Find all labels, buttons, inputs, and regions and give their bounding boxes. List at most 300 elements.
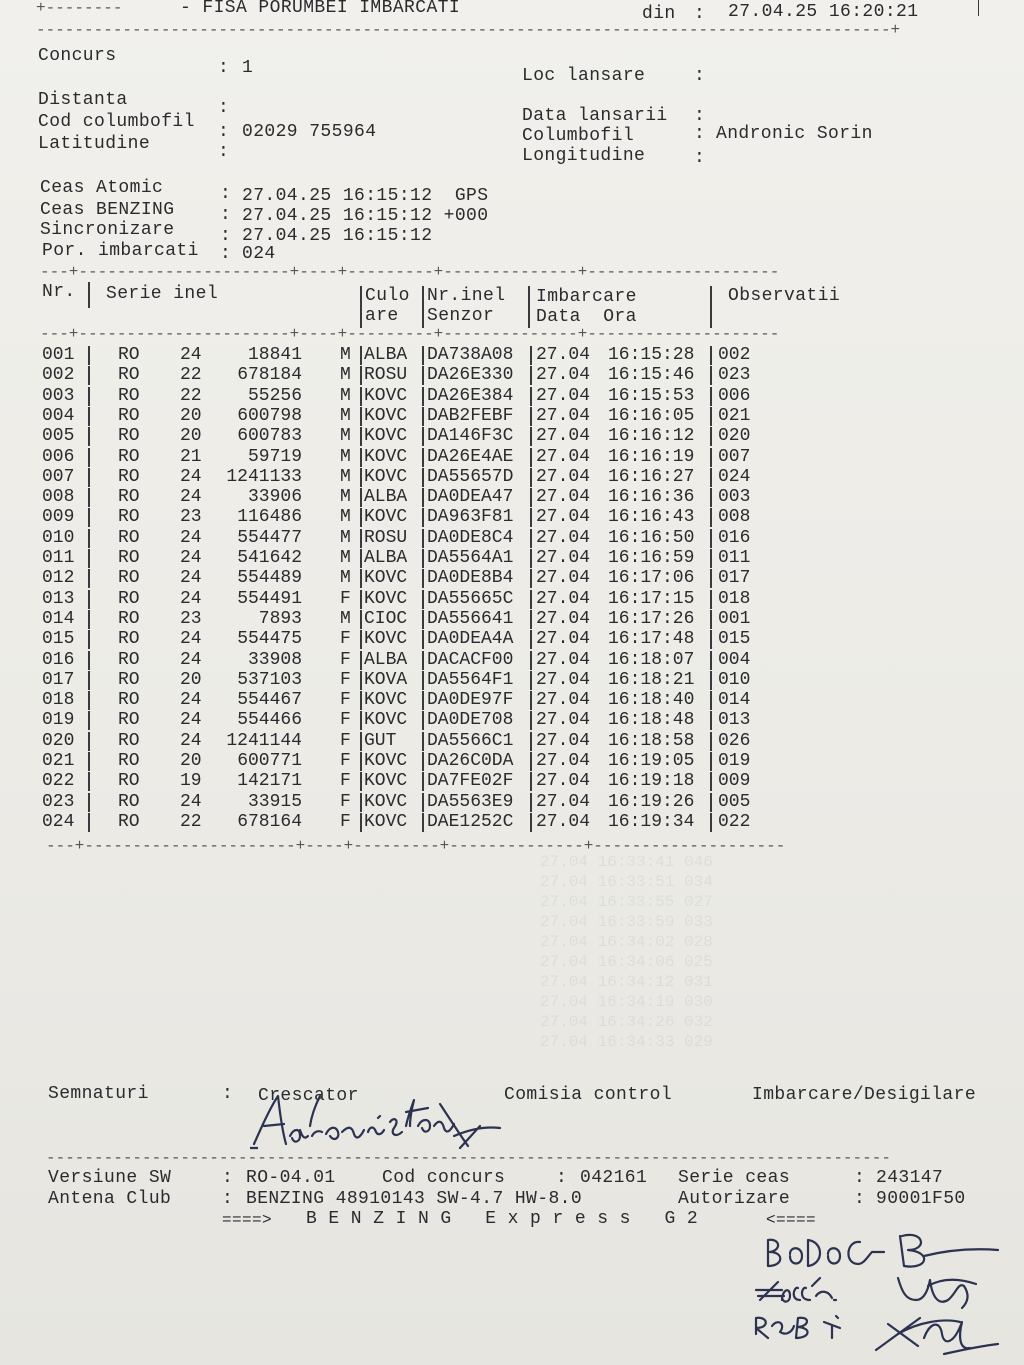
cell-obs: 010 <box>718 669 751 690</box>
cell-country: RO <box>118 568 140 589</box>
cell-ring: 7893 <box>258 608 302 629</box>
sincronizare-value: 27.04.25 16:15:12 <box>242 226 433 246</box>
cell-time: 16:17:48 <box>608 629 695 650</box>
table-row <box>0 487 1024 507</box>
column-separator <box>710 508 712 527</box>
col-header-nrinel-1: Nr.inel <box>427 286 506 306</box>
cell-time: 16:17:15 <box>608 588 695 609</box>
brand-left-arrow: ====> <box>222 1211 273 1229</box>
antena-label: Antena Club <box>48 1189 172 1209</box>
crescator-signature <box>244 1086 544 1158</box>
column-separator <box>422 407 424 426</box>
antena-value: BENZING 48910143 SW-4.7 HW-8.0 <box>246 1189 583 1209</box>
cell-sensor: DA7FE02F <box>427 771 514 792</box>
column-separator <box>360 346 362 365</box>
print-date-value: 27.04.25 16:20:21 <box>728 2 919 22</box>
cell-country: RO <box>118 649 140 670</box>
cell-country: RO <box>118 771 140 792</box>
cell-date: 27.04 <box>536 446 591 467</box>
column-separator <box>360 691 362 710</box>
autorizare-label: Autorizare <box>678 1189 791 1209</box>
cell-nr: 012 <box>42 568 75 589</box>
ceas-benzing-value: 27.04.25 16:15:12 +000 <box>242 206 489 226</box>
cell-sensor: DA0DE708 <box>427 710 514 731</box>
cell-year: 23 <box>180 507 202 528</box>
table-row <box>0 812 1024 832</box>
cell-time: 16:18:21 <box>608 669 695 690</box>
cell-sex: M <box>340 527 351 548</box>
cell-color: ALBA <box>364 649 408 670</box>
cell-year: 24 <box>180 649 202 670</box>
column-separator <box>88 448 90 467</box>
cell-sex: M <box>340 446 351 467</box>
imbarcare-label: Imbarcare/Desigilare <box>752 1085 977 1105</box>
column-separator <box>88 488 90 507</box>
cell-date: 27.04 <box>536 568 591 589</box>
svg-text:27.04 16:34:19 030: 27.04 16:34:19 030 <box>540 993 713 1011</box>
cell-color: ALBA <box>364 487 408 508</box>
column-separator <box>710 488 712 507</box>
column-separator <box>88 387 90 406</box>
cell-color: KOVC <box>364 690 408 711</box>
cell-date: 27.04 <box>536 690 591 711</box>
cell-obs: 002 <box>718 345 751 365</box>
cell-sex: F <box>340 751 351 771</box>
cell-time: 16:18:58 <box>608 730 695 751</box>
versiune-value: RO-04.01 <box>246 1168 336 1188</box>
cell-nr: 024 <box>42 811 75 832</box>
svg-text:27.04 16:34:06 025: 27.04 16:34:06 025 <box>540 953 713 971</box>
cell-country: RO <box>118 426 140 447</box>
column-separator <box>422 569 424 588</box>
cell-sensor: DACACF00 <box>427 649 514 670</box>
cell-nr: 018 <box>42 690 75 711</box>
column-separator <box>422 427 424 446</box>
footer-dashed-rule: ---------------------------------------------------------------------------------------- <box>46 1150 891 1166</box>
cell-color: KOVC <box>364 751 408 771</box>
concurs-value: 1 <box>242 58 254 78</box>
ceas-atomic-value: 27.04.25 16:15:12 GPS <box>242 186 489 206</box>
cell-obs: 009 <box>718 771 751 792</box>
committee-signatures <box>748 1226 1020 1362</box>
col-header-culoare-1: Culo <box>365 286 410 306</box>
column-separator <box>422 671 424 690</box>
cell-ring: 554477 <box>237 527 302 548</box>
cell-color: KOVC <box>364 385 408 406</box>
table-row <box>0 568 1024 588</box>
cell-sex: M <box>340 385 351 406</box>
cell-nr: 016 <box>42 649 75 670</box>
column-separator <box>530 549 532 568</box>
cell-sex: M <box>340 345 351 365</box>
cell-nr: 001 <box>42 345 75 365</box>
column-separator <box>360 448 362 467</box>
cell-ring: 59719 <box>247 446 302 467</box>
print-date-label: din <box>642 4 676 24</box>
cell-obs: 015 <box>718 629 751 650</box>
cell-ring: 541642 <box>237 548 302 568</box>
table-row <box>0 528 1024 548</box>
comisia-label: Comisia control <box>504 1085 673 1105</box>
cell-sex: M <box>340 426 351 447</box>
versiune-label: Versiune SW <box>48 1168 172 1188</box>
cod-concurs-label: Cod concurs <box>382 1168 506 1188</box>
column-separator <box>360 508 362 527</box>
cell-date: 27.04 <box>536 426 591 447</box>
table-row <box>0 731 1024 751</box>
column-separator <box>530 732 532 751</box>
cell-sensor: DA146F3C <box>427 426 514 447</box>
cell-color: KOVC <box>364 771 408 792</box>
semnaturi-label: Semnaturi <box>48 1084 149 1104</box>
cell-year: 24 <box>180 710 202 731</box>
cell-color: GUT <box>364 730 397 751</box>
svg-text:27.04 16:33:51 034: 27.04 16:33:51 034 <box>540 873 713 891</box>
col-header-imbarcare-2: Data Ora <box>536 307 637 327</box>
show-through-shadow <box>530 850 770 1070</box>
cell-color: ROSU <box>364 527 408 548</box>
cell-obs: 004 <box>718 649 751 670</box>
column-separator <box>88 549 90 568</box>
svg-text:27.04 16:34:33 029: 27.04 16:34:33 029 <box>540 1033 713 1051</box>
column-separator <box>360 427 362 446</box>
cell-obs: 006 <box>718 385 751 406</box>
cell-nr: 017 <box>42 669 75 690</box>
cell-date: 27.04 <box>536 771 591 792</box>
cell-country: RO <box>118 710 140 731</box>
cell-date: 27.04 <box>536 466 591 487</box>
cell-time: 16:16:43 <box>608 507 695 528</box>
column-separator <box>530 711 532 730</box>
col-header-nr: Nr. <box>42 282 76 302</box>
serie-ceas-value: 243147 <box>876 1168 944 1188</box>
cell-color: ROSU <box>364 365 408 386</box>
cell-year: 24 <box>180 588 202 609</box>
column-separator <box>422 711 424 730</box>
column-separator <box>710 772 712 791</box>
column-separator <box>710 529 712 548</box>
column-separator <box>88 772 90 791</box>
table-row <box>0 650 1024 670</box>
cell-obs: 021 <box>718 405 751 426</box>
col-header-imbarcare-1: Imbarcare <box>536 287 637 307</box>
cell-sex: M <box>340 548 351 568</box>
cod-concurs-value: 042161 <box>580 1168 648 1188</box>
column-separator <box>88 752 90 771</box>
column-separator <box>360 468 362 487</box>
cell-ring: 600771 <box>237 751 302 771</box>
cell-sex: F <box>340 771 351 792</box>
column-separator <box>360 630 362 649</box>
cell-nr: 009 <box>42 507 75 528</box>
column-separator <box>710 407 712 426</box>
column-separator <box>88 610 90 629</box>
cell-sex: F <box>340 669 351 690</box>
cell-color: KOVC <box>364 710 408 731</box>
column-separator <box>360 366 362 385</box>
column-separator <box>422 346 424 365</box>
cell-sensor: DA5564A1 <box>427 548 514 568</box>
column-separator <box>422 610 424 629</box>
cell-nr: 011 <box>42 548 75 568</box>
cell-sensor: DA5563E9 <box>427 791 514 812</box>
table-row <box>0 589 1024 609</box>
column-separator <box>530 468 532 487</box>
table-row <box>0 386 1024 406</box>
cell-time: 16:16:19 <box>608 446 695 467</box>
column-separator <box>422 590 424 609</box>
column-separator <box>88 427 90 446</box>
svg-text:27.04 16:34:26 032: 27.04 16:34:26 032 <box>540 1013 713 1031</box>
column-separator <box>710 711 712 730</box>
svg-text:27.04 16:33:59 033: 27.04 16:33:59 033 <box>540 913 713 931</box>
cell-obs: 011 <box>718 548 751 568</box>
cell-time: 16:15:46 <box>608 365 695 386</box>
cell-ring: 678164 <box>237 811 302 832</box>
ceas-benzing-label: Ceas BENZING <box>40 200 175 220</box>
cell-sex: M <box>340 608 351 629</box>
cell-date: 27.04 <box>536 507 591 528</box>
table-row <box>0 792 1024 812</box>
cell-sensor: DA55665C <box>427 588 514 609</box>
cell-date: 27.04 <box>536 811 591 832</box>
column-separator <box>530 793 532 812</box>
cell-country: RO <box>118 527 140 548</box>
sheet-title: - FISA PORUMBEI IMBARCATI <box>180 0 461 18</box>
cell-color: KOVA <box>364 669 408 690</box>
cell-date: 27.04 <box>536 345 591 365</box>
cell-color: KOVC <box>364 811 408 832</box>
table-row <box>0 710 1024 730</box>
cell-date: 27.04 <box>536 527 591 548</box>
brand-right-arrow: <==== <box>766 1211 817 1229</box>
table-row <box>0 690 1024 710</box>
column-separator <box>422 508 424 527</box>
column-separator <box>710 569 712 588</box>
table-row <box>0 345 1024 365</box>
cell-obs: 019 <box>718 751 751 771</box>
cell-year: 24 <box>180 345 202 365</box>
cell-nr: 014 <box>42 608 75 629</box>
cell-sensor: DA26E4AE <box>427 446 514 467</box>
svg-text:27.04 16:34:02 028: 27.04 16:34:02 028 <box>540 933 713 951</box>
column-separator <box>710 610 712 629</box>
cell-country: RO <box>118 365 140 386</box>
column-separator <box>360 590 362 609</box>
cell-color: KOVC <box>364 588 408 609</box>
cell-year: 24 <box>180 548 202 568</box>
column-separator <box>88 468 90 487</box>
column-separator <box>530 366 532 385</box>
cell-ring: 600798 <box>237 405 302 426</box>
cell-ring: 18841 <box>247 345 302 365</box>
serie-ceas-label: Serie ceas <box>678 1168 791 1188</box>
table-row <box>0 447 1024 467</box>
porumbei-imbarcati-label: Por. imbarcati <box>42 241 199 261</box>
cell-color: KOVC <box>364 791 408 812</box>
cell-sex: F <box>340 588 351 609</box>
cell-obs: 017 <box>718 568 751 589</box>
cell-sensor: DA26E384 <box>427 385 514 406</box>
column-separator <box>710 468 712 487</box>
cell-sensor: DA556641 <box>427 608 514 629</box>
svg-text:27.04 16:33:41 046: 27.04 16:33:41 046 <box>540 853 713 871</box>
cell-time: 16:15:53 <box>608 385 695 406</box>
column-separator <box>530 630 532 649</box>
column-separator <box>360 529 362 548</box>
svg-text:27.04 16:33:55 027: 27.04 16:33:55 027 <box>540 893 713 911</box>
cell-obs: 003 <box>718 487 751 508</box>
table-bottom-rule: ---+----------------------+----+---------+--------------+-------------------- <box>46 838 786 854</box>
column-separator <box>88 346 90 365</box>
table-row <box>0 548 1024 568</box>
cell-ring: 554489 <box>237 568 302 589</box>
table-row <box>0 609 1024 629</box>
cell-sex: M <box>340 405 351 426</box>
cell-year: 24 <box>180 487 202 508</box>
column-separator <box>88 529 90 548</box>
cell-sensor: DA26E330 <box>427 365 514 386</box>
cell-color: KOVC <box>364 629 408 650</box>
cell-country: RO <box>118 466 140 487</box>
cell-country: RO <box>118 507 140 528</box>
cell-date: 27.04 <box>536 669 591 690</box>
table-row <box>0 426 1024 446</box>
cell-time: 16:17:06 <box>608 568 695 589</box>
svg-text:27.04 16:34:12 031: 27.04 16:34:12 031 <box>540 973 713 991</box>
cell-nr: 002 <box>42 365 75 386</box>
ceas-atomic-label: Ceas Atomic <box>40 178 164 198</box>
cell-ring: 142171 <box>237 771 302 792</box>
cell-time: 16:19:34 <box>608 811 695 832</box>
cell-sensor: DA0DEA47 <box>427 487 514 508</box>
cell-ring: 55256 <box>247 385 302 406</box>
column-separator <box>422 529 424 548</box>
cell-obs: 013 <box>718 710 751 731</box>
column-separator <box>422 468 424 487</box>
column-separator <box>710 671 712 690</box>
cell-time: 16:18:07 <box>608 649 695 670</box>
cell-country: RO <box>118 690 140 711</box>
cell-date: 27.04 <box>536 405 591 426</box>
column-separator <box>360 651 362 670</box>
cell-time: 16:17:26 <box>608 608 695 629</box>
cell-sex: M <box>340 466 351 487</box>
cell-nr: 020 <box>42 730 75 751</box>
column-separator <box>530 448 532 467</box>
cell-ring: 33915 <box>247 791 302 812</box>
cell-nr: 003 <box>42 385 75 406</box>
cell-sex: M <box>340 365 351 386</box>
column-separator <box>360 752 362 771</box>
column-separator <box>530 508 532 527</box>
cell-obs: 020 <box>718 426 751 447</box>
column-separator <box>360 732 362 751</box>
cell-time: 16:16:05 <box>608 405 695 426</box>
concurs-label: Concurs <box>38 46 117 66</box>
cell-sensor: DAB2FEBF <box>427 405 514 426</box>
cell-sex: F <box>340 710 351 731</box>
columbofil-label: Columbofil <box>522 126 635 146</box>
cell-year: 20 <box>180 405 202 426</box>
column-separator <box>530 610 532 629</box>
cell-date: 27.04 <box>536 588 591 609</box>
cell-sensor: DA26C0DA <box>427 751 514 771</box>
cell-year: 24 <box>180 791 202 812</box>
column-separator <box>710 691 712 710</box>
cell-sensor: DA5564F1 <box>427 669 514 690</box>
cell-country: RO <box>118 751 140 771</box>
column-separator <box>360 488 362 507</box>
column-separator <box>360 407 362 426</box>
cell-ring: 678184 <box>237 365 302 386</box>
cell-time: 16:15:28 <box>608 345 695 365</box>
cell-nr: 021 <box>42 751 75 771</box>
column-separator <box>530 671 532 690</box>
cell-ring: 600783 <box>237 426 302 447</box>
table-header-rule: ---+----------------------+----+---------+--------------+-------------------- <box>40 326 780 342</box>
cell-time: 16:19:18 <box>608 771 695 792</box>
cell-date: 27.04 <box>536 548 591 568</box>
cell-obs: 008 <box>718 507 751 528</box>
cell-date: 27.04 <box>536 385 591 406</box>
cell-sex: F <box>340 791 351 812</box>
column-separator <box>88 590 90 609</box>
cell-year: 24 <box>180 568 202 589</box>
cell-country: RO <box>118 588 140 609</box>
table-row <box>0 406 1024 426</box>
cell-country: RO <box>118 548 140 568</box>
cell-year: 24 <box>180 629 202 650</box>
cell-ring: 537103 <box>237 669 302 690</box>
column-separator <box>360 772 362 791</box>
crescator-label: Crescator <box>258 1086 359 1106</box>
cell-ring: 33906 <box>247 487 302 508</box>
cell-obs: 026 <box>718 730 751 751</box>
column-separator <box>422 488 424 507</box>
cell-country: RO <box>118 608 140 629</box>
cell-obs: 014 <box>718 690 751 711</box>
column-separator <box>88 813 90 832</box>
column-separator <box>422 387 424 406</box>
column-separator <box>360 549 362 568</box>
cell-color: KOVC <box>364 568 408 589</box>
cell-time: 16:18:40 <box>608 690 695 711</box>
column-separator <box>360 671 362 690</box>
cell-color: CIOC <box>364 608 408 629</box>
header-edge <box>978 0 979 16</box>
column-separator <box>530 529 532 548</box>
column-separator <box>530 569 532 588</box>
cell-country: RO <box>118 487 140 508</box>
cell-time: 16:16:36 <box>608 487 695 508</box>
cell-time: 16:16:59 <box>608 548 695 568</box>
column-separator <box>530 407 532 426</box>
column-separator <box>88 630 90 649</box>
cell-ring: 33908 <box>247 649 302 670</box>
column-separator <box>530 772 532 791</box>
cell-country: RO <box>118 669 140 690</box>
column-separator <box>710 387 712 406</box>
cell-year: 24 <box>180 527 202 548</box>
cell-sex: F <box>340 629 351 650</box>
cell-country: RO <box>118 385 140 406</box>
table-row <box>0 751 1024 771</box>
col-header-nrinel-2: Senzor <box>427 306 495 326</box>
column-separator <box>530 813 532 832</box>
cell-obs: 005 <box>718 791 751 812</box>
column-separator <box>710 752 712 771</box>
